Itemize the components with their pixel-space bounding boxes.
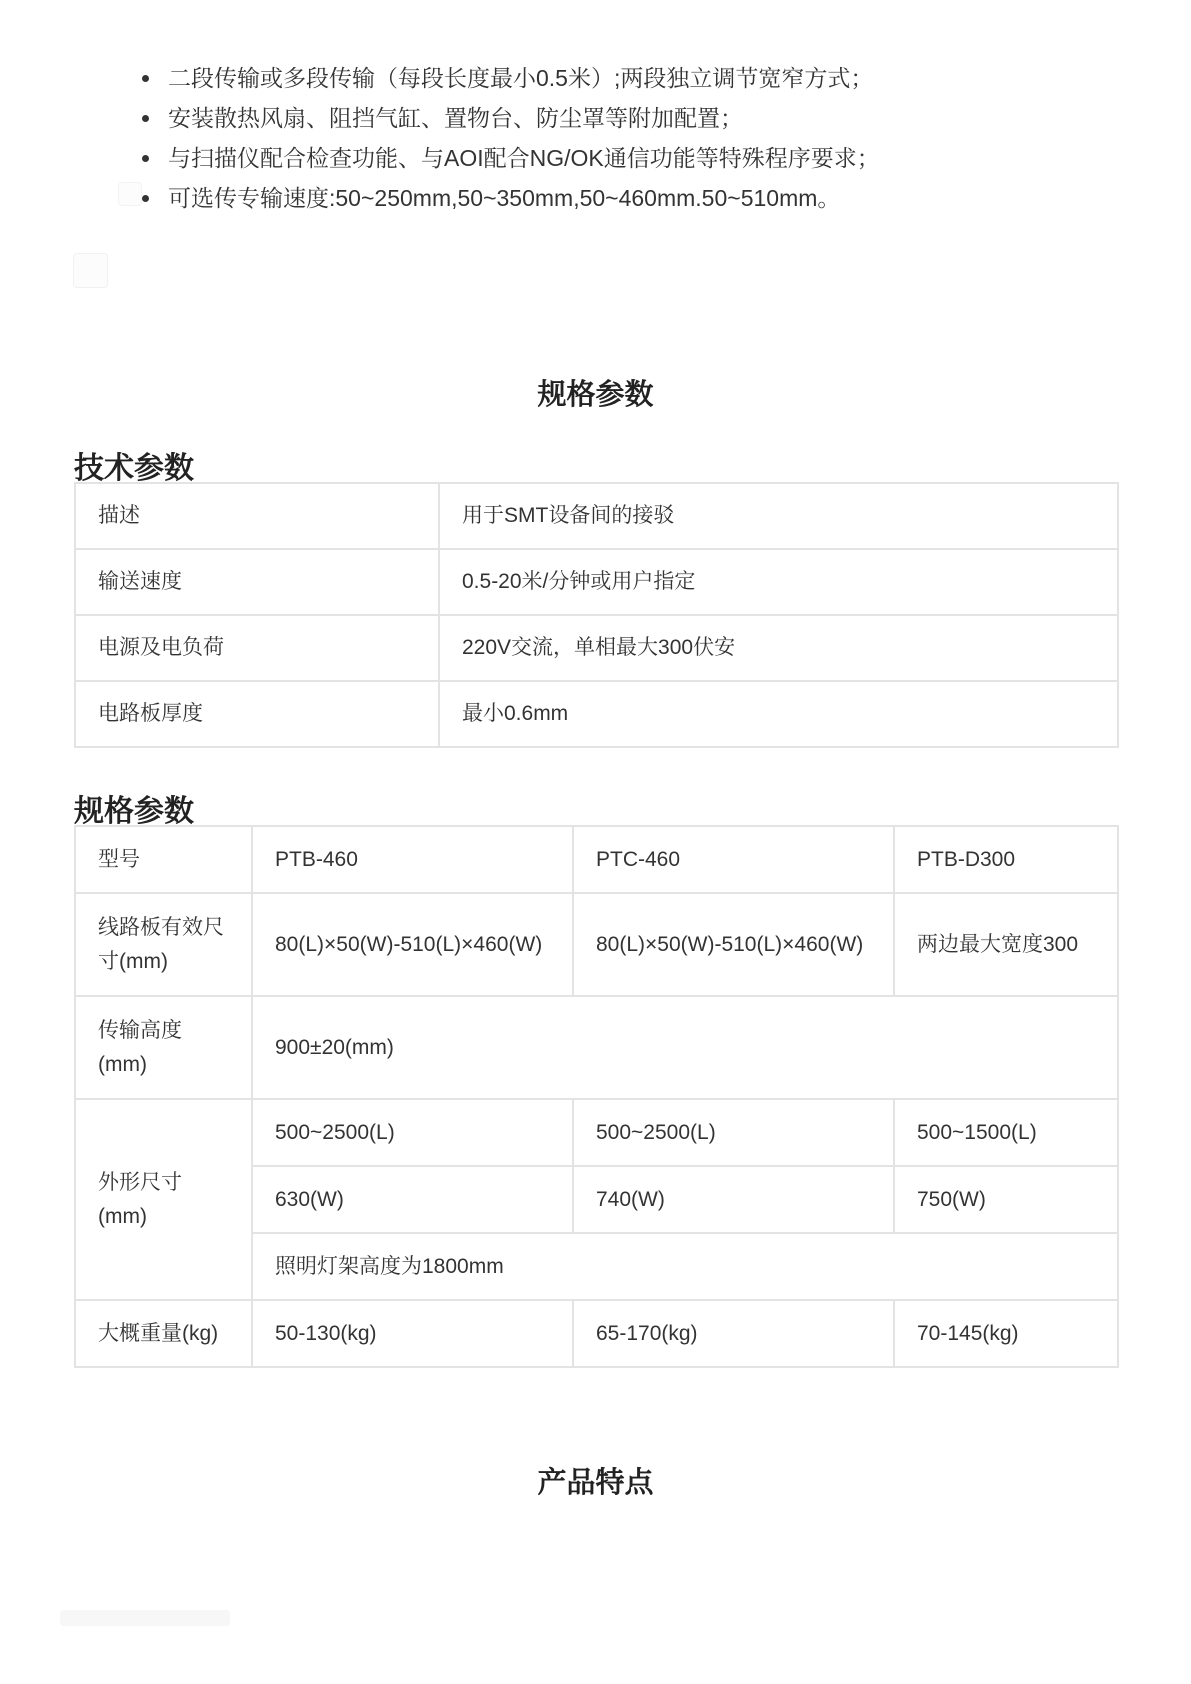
section-title-specs: 规格参数 xyxy=(537,379,654,411)
spec-label: 型号 xyxy=(75,826,252,893)
spec-cell: 630(W) xyxy=(252,1166,573,1233)
table-row xyxy=(75,681,1118,747)
table-row xyxy=(75,893,1118,996)
table-row xyxy=(75,483,1118,549)
spec-cell: 两边最大宽度300 xyxy=(894,893,1118,996)
spec-cell: 80(L)×50(W)-510(L)×460(W) xyxy=(252,893,573,996)
spec-cell: 80(L)×50(W)-510(L)×460(W) xyxy=(573,893,894,996)
spec-cell: 750(W) xyxy=(894,1166,1118,1233)
spec-cell: 照明灯架高度为1800mm xyxy=(252,1233,1118,1300)
spec-label: 大概重量(kg) xyxy=(75,1300,252,1367)
image-placeholder xyxy=(118,182,142,206)
feature-item: 二段传输或多段传输（每段长度最小0.5米）;两段独立调节宽窄方式； xyxy=(140,58,880,98)
tech-params-table xyxy=(74,482,1119,748)
spec-params-title: 规格参数 xyxy=(74,795,194,828)
spec-cell: 500~1500(L) xyxy=(894,1099,1118,1166)
model-cell: PTC-460 xyxy=(573,826,894,893)
spec-cell: 50-130(kg) xyxy=(252,1300,573,1367)
model-cell: PTB-D300 xyxy=(894,826,1118,893)
table-row xyxy=(75,996,1118,1099)
model-cell: PTB-460 xyxy=(252,826,573,893)
param-value: 220V交流，单相最大300伏安 xyxy=(439,615,1118,681)
param-value: 最小0.6mm xyxy=(439,681,1118,747)
feature-item: 与扫描仪配合检查功能、与AOI配合NG/OK通信功能等特殊程序要求； xyxy=(140,138,880,178)
param-label: 描述 xyxy=(75,483,439,549)
table-row xyxy=(75,1099,1118,1166)
feature-list xyxy=(140,58,880,218)
section-title-features: 产品特点 xyxy=(537,1467,654,1499)
spec-cell: 65-170(kg) xyxy=(573,1300,894,1367)
feature-item: 安装散热风扇、阻挡气缸、置物台、防尘罩等附加配置； xyxy=(140,98,880,138)
table-row xyxy=(75,549,1118,615)
table-row xyxy=(75,615,1118,681)
spec-label: 线路板有效尺寸(mm) xyxy=(75,893,252,996)
image-placeholder xyxy=(73,253,108,288)
spec-cell: 740(W) xyxy=(573,1166,894,1233)
param-value: 0.5-20米/分钟或用户指定 xyxy=(439,549,1118,615)
spec-label: 外形尺寸(mm) xyxy=(75,1099,252,1300)
spec-cell: 500~2500(L) xyxy=(252,1099,573,1166)
table-row xyxy=(75,1300,1118,1367)
spec-cell: 500~2500(L) xyxy=(573,1099,894,1166)
table-row xyxy=(75,826,1118,893)
spec-label: 传输高度(mm) xyxy=(75,996,252,1099)
tech-params-title: 技术参数 xyxy=(74,452,194,485)
spec-cell: 70-145(kg) xyxy=(894,1300,1118,1367)
param-label: 电源及电负荷 xyxy=(75,615,439,681)
param-value: 用于SMT设备间的接驳 xyxy=(439,483,1118,549)
faint-divider xyxy=(60,1610,230,1626)
spec-cell: 900±20(mm) xyxy=(252,996,1118,1099)
param-label: 输送速度 xyxy=(75,549,439,615)
spec-params-table xyxy=(74,825,1119,1368)
param-label: 电路板厚度 xyxy=(75,681,439,747)
feature-item: 可选传专输速度:50~250mm,50~350mm,50~460mm.50~510mm。 xyxy=(140,178,880,218)
